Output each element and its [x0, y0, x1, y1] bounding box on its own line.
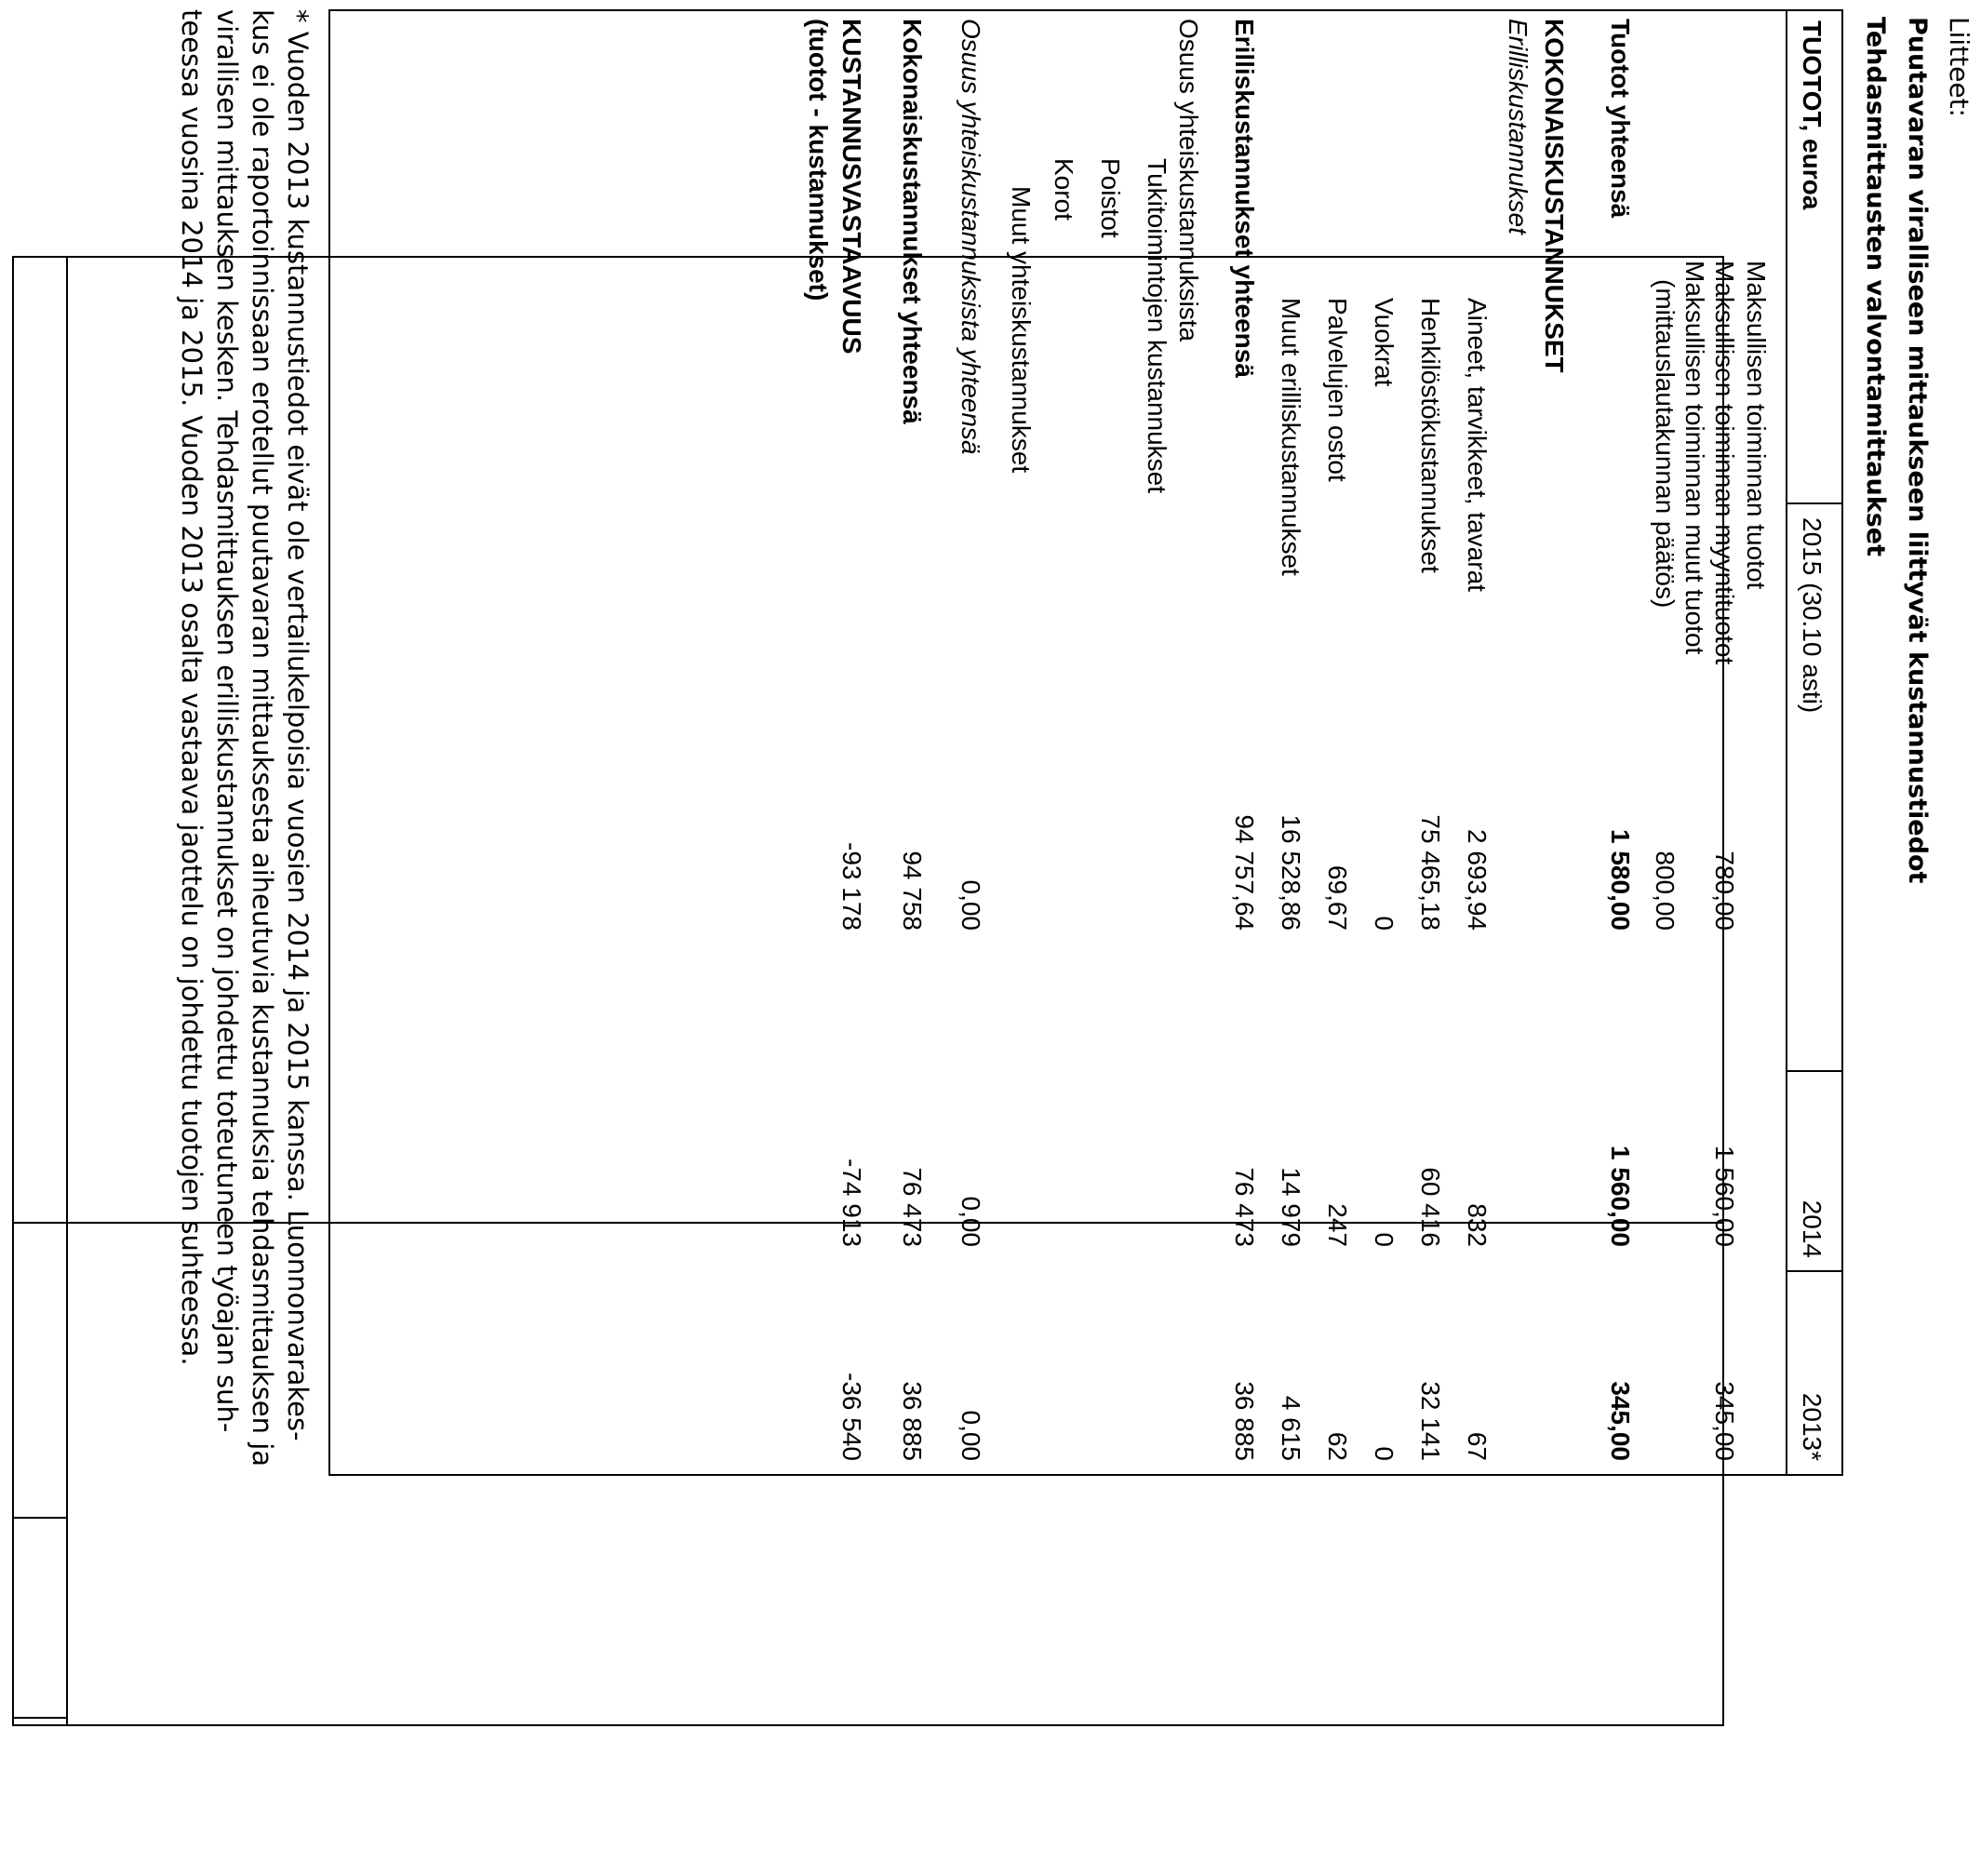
table-row-label: Palvelujen ostot — [1323, 298, 1352, 482]
table-cell-2013: 62 — [1323, 1431, 1352, 1461]
table-cell-2014: 76 473 — [898, 1167, 927, 1247]
table-cell-2015: -93 178 — [837, 842, 866, 931]
table-row-label: Muut yhteiskustannukset — [1007, 186, 1036, 474]
table-row-label: Osuus yhteiskustannuksista — [1174, 19, 1203, 342]
table-row-label: Kokonaiskustannukset yhteensä — [898, 19, 927, 424]
footnote-line-2: kus ei ole raportoinnissaan erotellut puutavaran mittauksesta aiheutuvia kustannuksia tehdasmittauksen ja — [247, 9, 278, 1467]
table-cell-2015: 16 528,86 — [1277, 814, 1305, 931]
table-row-label: Tukitoimintojen kustannukset — [1143, 158, 1171, 494]
table-cell-2015: 0,00 — [957, 879, 985, 931]
table-row-label: Erilliskustannukset — [1504, 19, 1533, 234]
table-row-label: Aineet, tarvikkeet, tavarat — [1463, 298, 1492, 592]
table-cell-2013: 32 141 — [1416, 1381, 1445, 1461]
col-header-2014: 2014 — [1798, 1199, 1827, 1258]
table-cell-2014: 247 — [1323, 1203, 1352, 1247]
col-divider-2 — [1786, 1070, 1843, 1072]
table-row-label: (mittauslautakunnan päätös) — [1651, 279, 1680, 609]
table-cell-2014: 0,00 — [957, 1196, 985, 1247]
table-cell-2015: 75 465,18 — [1416, 814, 1445, 931]
table-cell-2013: 67 — [1463, 1431, 1492, 1461]
col-divider-2 — [12, 1517, 68, 1519]
table-cell-2015: 0 — [1370, 916, 1399, 931]
table-cell-2014: 832 — [1463, 1203, 1492, 1247]
col-header-2015: 2015 (30.10 asti) — [1798, 517, 1827, 714]
table-cell-2014: 0 — [1370, 1232, 1399, 1247]
table-cell-2014: 14 979 — [1277, 1167, 1305, 1247]
table-row-label: Poistot — [1096, 158, 1125, 238]
footnote-line-1: * Vuoden 2013 kustannustiedot eivät ole vertailukelpoisia vuosien 2014 ja 2015 kanssa. Luonnonvarakes- — [282, 9, 314, 1441]
attachments-label: Liitteet: — [1944, 17, 1974, 117]
table-row-label: Muut erilliskustannukset — [1277, 298, 1305, 576]
table-cell-2015: 780,00 — [1710, 851, 1739, 931]
table-row-label: Maksullisen toiminnan tuotot — [1742, 261, 1771, 590]
table-cell-2015: 1 580,00 — [1606, 829, 1635, 931]
table-cell-2015: 69,67 — [1323, 864, 1352, 931]
table-row-label: Maksullisen toiminnan myyntituotot — [1710, 261, 1739, 665]
table-cell-2015: 94 758 — [898, 851, 927, 931]
col-header-2013: 2013* — [1798, 1392, 1827, 1461]
table-cell-2013: 345,00 — [1710, 1381, 1739, 1461]
table-cell-2014: 76 473 — [1230, 1167, 1259, 1247]
table-row-label: Osuus yhteiskustannuksista yhteensä — [957, 19, 985, 455]
table-cell-2015: 94 757,64 — [1230, 814, 1259, 931]
table-cell-2013: 36 885 — [898, 1381, 927, 1461]
table-row-label: Henkilöstökustannukset — [1416, 298, 1445, 573]
table-cell-2013: 345,00 — [1606, 1381, 1635, 1461]
footnote-line-3: virallisen mittauksen kesken. Tehdasmittauksen erilliskustannukset on johdettu toteutuneen työajan suh- — [211, 9, 243, 1433]
table-row-label: Vuokrat — [1370, 298, 1399, 387]
table-cell-2013: 0,00 — [957, 1410, 985, 1461]
table-header-divider — [66, 256, 68, 1726]
col-divider-3 — [12, 1717, 68, 1719]
table-cell-2014: 1 560,00 — [1710, 1146, 1739, 1247]
table-border-bottom — [12, 256, 14, 1726]
table-cell-2013: 4 615 — [1277, 1395, 1305, 1461]
document-subtitle: Tehdasmittausten valvontamittaukset — [1861, 17, 1890, 556]
table-cell-2013: 0 — [1370, 1446, 1399, 1461]
table-row-label: KOKONAISKUSTANNUKSET — [1540, 19, 1569, 373]
document-title: Puutavaran viralliseen mittaukseen liittyvät kustannustiedot — [1903, 17, 1932, 884]
table-cell-2015: 2 693,94 — [1463, 829, 1492, 931]
table-row-label: Maksullisen toiminnan muut tuotot — [1680, 261, 1709, 655]
col-divider-3 — [1786, 1270, 1843, 1272]
footnote-line-4: teessa vuosina 2014 ja 2015. Vuoden 2013 osalta vastaava jaottelu on johdettu tuotojen suhteessa. — [176, 9, 207, 1366]
table-row-label: (tuotot - kustannukset) — [804, 19, 833, 302]
table-border-right — [12, 1724, 1724, 1726]
table-cell-2013: 36 885 — [1230, 1381, 1259, 1461]
table-row-label: Erilliskustannukset yhteensä — [1230, 19, 1259, 378]
table-cell-2015: 800,00 — [1651, 851, 1680, 931]
table-row-label: Tuotot yhteensä — [1606, 19, 1635, 219]
table-cell-2014: -74 913 — [837, 1159, 866, 1247]
table-row-label: Korot — [1050, 158, 1078, 221]
table-cell-2014: 60 416 — [1416, 1167, 1445, 1247]
table-cell-2013: -36 540 — [837, 1373, 866, 1461]
col-header-tuotot: TUOTOT, euroa — [1798, 20, 1827, 210]
table-row-label: KUSTANNUSVASTAAVUUS — [837, 19, 866, 355]
col-divider-1 — [1786, 502, 1843, 504]
table-header-divider — [1786, 9, 1787, 1476]
table-cell-2014: 1 560,00 — [1606, 1146, 1635, 1247]
